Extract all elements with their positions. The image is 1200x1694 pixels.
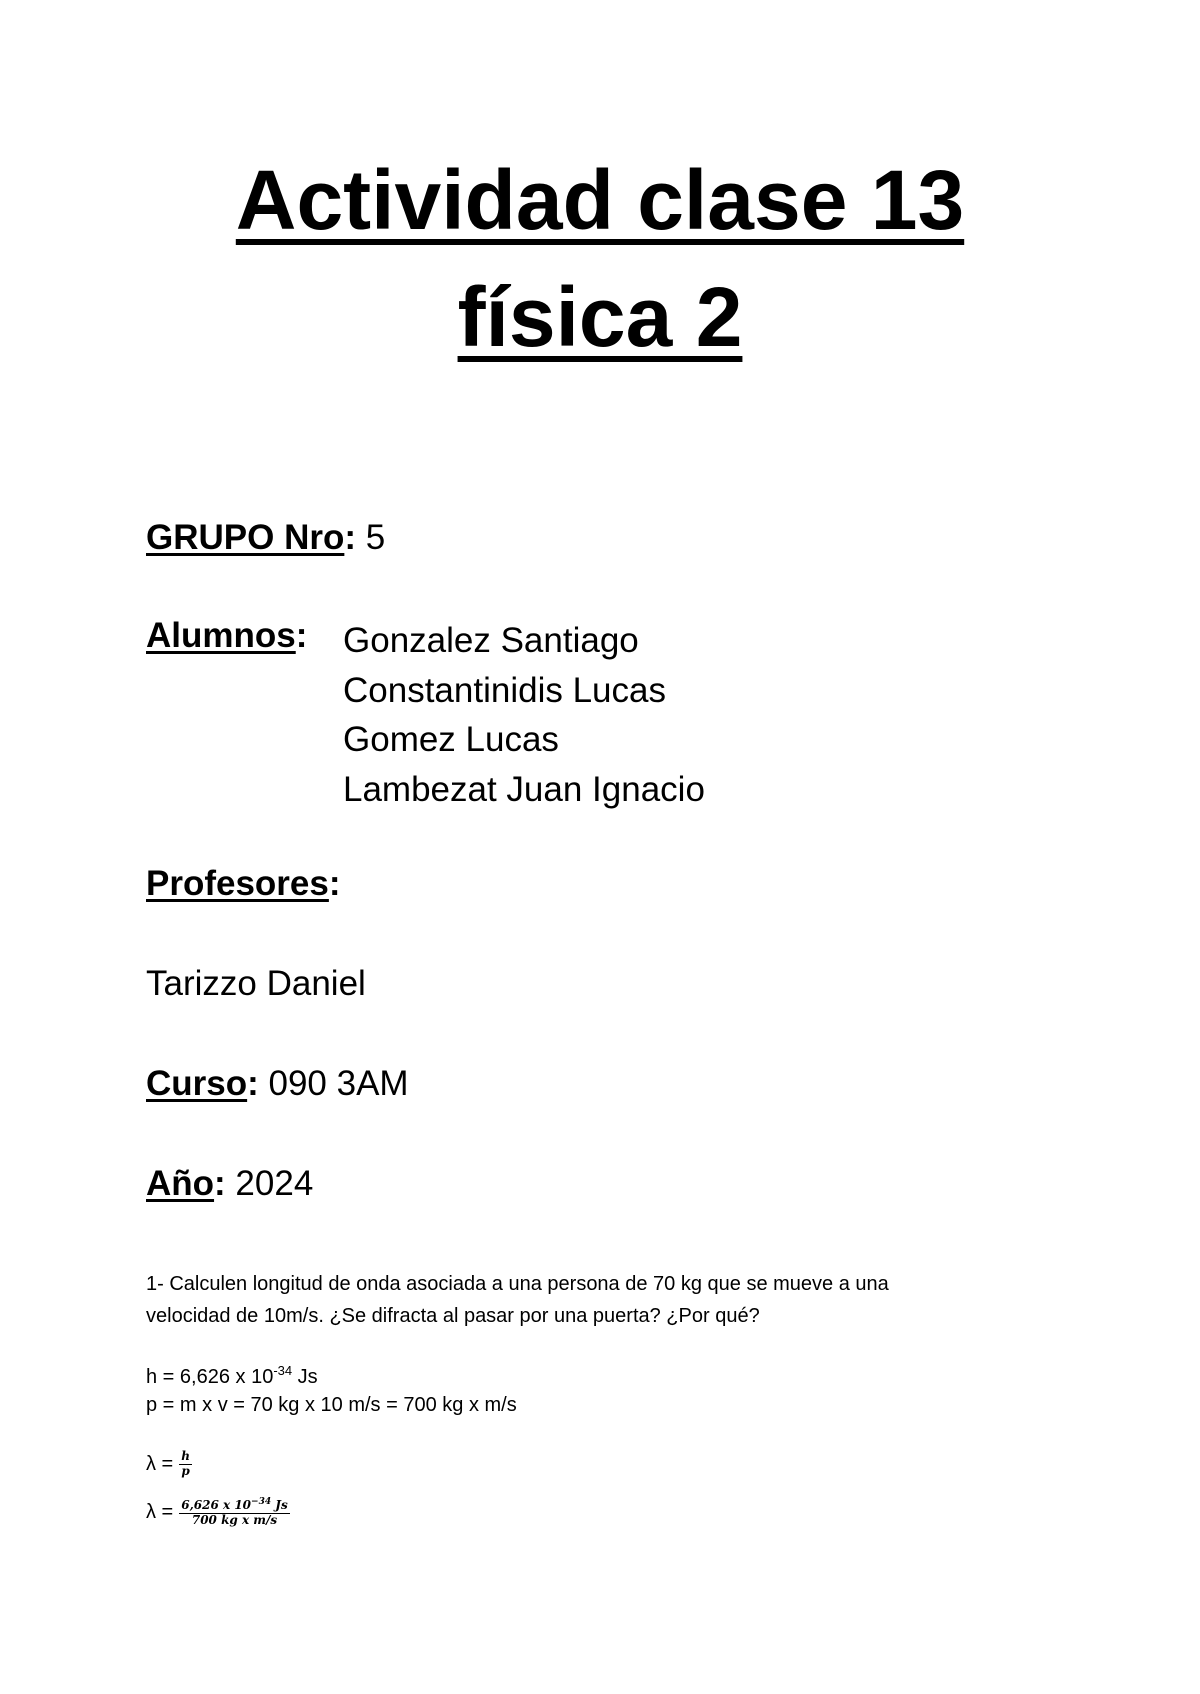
anio-colon: :	[214, 1164, 226, 1203]
profesores-colon: :	[328, 864, 341, 903]
alumno-name: Gomez Lucas	[343, 720, 559, 759]
alumnos-label: Alumnos	[146, 616, 296, 655]
planck-prefix: h = 6,626 x 10	[146, 1366, 274, 1388]
grupo-label: GRUPO Nro	[146, 518, 345, 557]
lambda-prefix: λ =	[146, 1500, 174, 1523]
lambda-prefix: λ =	[146, 1452, 174, 1475]
exercise-line-2: velocidad de 10m/s. ¿Se difracta al pasar por una puerta? ¿Por qué?	[146, 1305, 760, 1327]
document-title-line-1: Actividad clase 13	[235, 153, 965, 247]
curso-label: Curso	[146, 1064, 248, 1103]
alumnos-list	[343, 616, 705, 814]
fraction-values	[179, 1497, 290, 1528]
curso-field	[146, 1066, 409, 1101]
fraction-denominator: 700 kg x m/s	[191, 1512, 278, 1527]
momentum-line: p = m x v = 70 kg x 10 m/s = 700 kg x m/s	[146, 1394, 517, 1416]
grupo-colon: :	[344, 518, 357, 557]
fraction-numerator	[179, 1497, 290, 1513]
grupo-value: 5	[356, 518, 386, 557]
profesores-field	[146, 866, 341, 901]
grupo-field	[146, 520, 385, 555]
planck-constant-line	[146, 1364, 318, 1387]
alumnos-colon: :	[295, 616, 308, 655]
planck-unit: Js	[292, 1366, 318, 1388]
alumno-name: Lambezat Juan Ignacio	[343, 769, 705, 809]
exercise-line-1: 1- Calculen longitud de onda asociada a una persona de 70 kg que se mueve a una	[146, 1273, 889, 1295]
curso-value: 090 3AM	[258, 1064, 409, 1103]
planck-exponent: -34	[273, 1363, 293, 1378]
alumnos-field	[146, 618, 307, 653]
fraction-denominator: p	[181, 1463, 190, 1478]
anio-label: Año	[146, 1164, 215, 1203]
profesores-label: Profesores	[146, 864, 329, 903]
alumno-name: Constantinidis Lucas	[343, 670, 666, 710]
fraction-h-over-p	[179, 1450, 192, 1479]
anio-value: 2024	[225, 1164, 314, 1203]
document-title-line-2: física 2	[457, 270, 743, 364]
numerator-exponent: −34	[251, 1497, 272, 1507]
fraction-numerator: h	[181, 1449, 190, 1463]
numerator-base: 6,626 x 10	[181, 1498, 252, 1512]
curso-colon: :	[247, 1064, 259, 1103]
profesor-name: Tarizzo Daniel	[146, 964, 366, 1003]
numerator-unit: Js	[271, 1498, 288, 1512]
alumno-name: Gonzalez Santiago	[343, 621, 639, 660]
lambda-substitution	[146, 1497, 290, 1528]
lambda-formula	[146, 1450, 192, 1479]
anio-field	[146, 1166, 313, 1201]
